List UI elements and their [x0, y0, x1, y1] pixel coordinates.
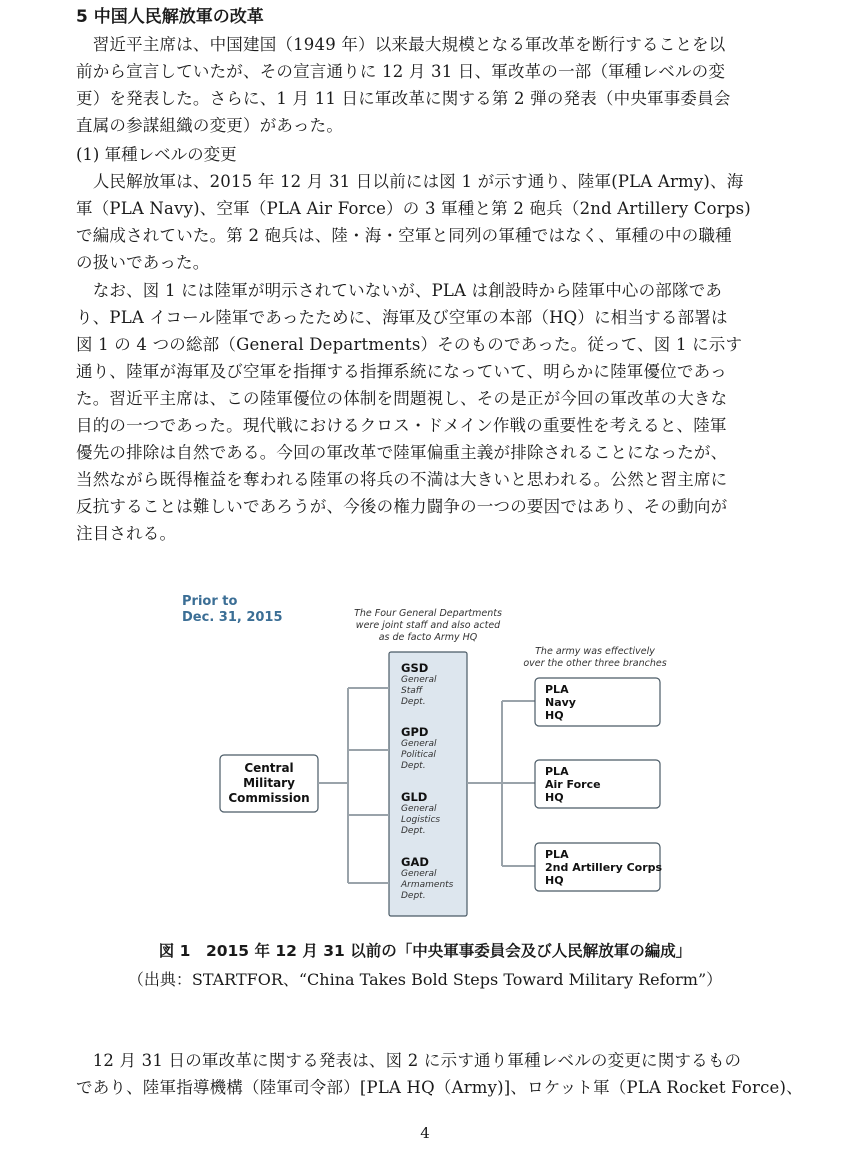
- text-line: で編成されていた。第 2 砲兵は、陸・海・空軍と同列の軍種ではなく、軍種の中の職種: [76, 226, 732, 245]
- annotation-line: were joint staff and also acted: [355, 620, 501, 631]
- prior-label-line: Dec. 31, 2015: [182, 610, 283, 625]
- text-line: 軍（PLA Navy)、空軍（PLA Air Force）の 3 軍種と第 2 砲兵（2nd Artillery Corps): [76, 199, 751, 218]
- text-line: の扱いであった。: [76, 253, 210, 272]
- branch-label-line: HQ: [545, 874, 564, 887]
- department-abbr: GAD: [401, 855, 429, 869]
- text-line: 当然ながら既得権益を奪われる陸軍の将兵の不満は大きいと思われる。公然と習主席に: [76, 470, 728, 489]
- branch-label-line: PLA: [545, 848, 569, 861]
- text-line: 習近平主席は、中国建国（1949 年）以来最大規模となる軍改革を断行することを以: [76, 35, 726, 54]
- text-line: 前から宣言していたが、その宣言通りに 12 月 31 日、軍改革の一部（軍種レベルの変: [76, 62, 726, 81]
- text-line: 更）を発表した。さらに、1 月 11 日に軍改革に関する第 2 弾の発表（中央軍事委員会: [76, 89, 731, 108]
- department-name-line: General: [401, 675, 437, 685]
- figure-caption: 図 1 2015 年 12 月 31 以前の「中央軍事委員会及び人民解放軍の編成」: [158, 942, 692, 960]
- branch-label-line: Air Force: [545, 778, 601, 791]
- branch-label-line: HQ: [545, 791, 564, 804]
- section-title: 5 中国人民解放軍の改革: [76, 7, 264, 27]
- branch-label-line: 2nd Artillery Corps: [545, 861, 663, 874]
- text-line: り、PLA イコール陸軍であったために、海軍及び空軍の本部（HQ）に相当する部署は: [76, 308, 728, 327]
- department-name-line: General: [401, 739, 437, 749]
- department-gsd: [401, 661, 436, 708]
- department-gpd: [401, 725, 436, 772]
- army-annotation: [515, 646, 675, 670]
- annotation-line: The Four General Departments: [354, 608, 502, 619]
- department-name-line: General: [401, 869, 437, 879]
- cmc-label-line: Military: [243, 776, 295, 790]
- branch-navy-label: [545, 683, 576, 722]
- text-line: なお、図 1 には陸軍が明示されていないが、PLA は創設時から陸軍中心の部隊であ: [76, 281, 723, 300]
- prior-date-label: [182, 594, 283, 626]
- figure-source: （出典：STARTFOR、“China Takes Bold Steps Toward Military Reform”）: [127, 970, 723, 989]
- subheading: (1) 軍種レベルの変更: [76, 145, 237, 164]
- text-line: 反抗することは難しいであろうが、今後の権力闘争の一つの要因ではあり、その動向が: [76, 497, 728, 516]
- branch-label-line: PLA: [545, 683, 569, 696]
- cmc-label-line: Central: [244, 761, 294, 775]
- departments-annotation: [335, 608, 521, 644]
- text-line: 直属の参謀組織の変更）があった。: [76, 116, 344, 135]
- text-line: 12 月 31 日の軍改革に関する発表は、図 2 に示す通り軍種レベルの変更に関するもの: [76, 1051, 742, 1070]
- text-line: 通り、陸軍が海軍及び空軍を指揮する指揮系統になっていて、明らかに陸軍優位であっ: [76, 362, 727, 381]
- text-line: 目的の一つであった。現代戦におけるクロス・ドメイン作戦の重要性を考えると、陸軍: [76, 416, 727, 435]
- department-name-line: Armaments: [401, 880, 454, 890]
- page-number: 4: [420, 1124, 430, 1142]
- branch-artillery-label: [545, 848, 662, 887]
- text-line: 図 1 の 4 つの総部（General Departments）そのものであった。従って、図 1 に示す: [76, 335, 743, 354]
- department-name-line: Dept.: [401, 761, 426, 771]
- department-abbr: GSD: [401, 661, 429, 675]
- department-gad: [401, 855, 453, 902]
- department-name-line: Dept.: [401, 891, 426, 901]
- branch-label-line: PLA: [545, 765, 569, 778]
- text-line: 注目される。: [76, 524, 177, 543]
- text-line: た。習近平主席は、この陸軍優位の体制を問題視し、その是正が今回の軍改革の大きな: [76, 389, 728, 408]
- department-name-line: Political: [401, 750, 436, 760]
- department-name-line: Dept.: [401, 697, 426, 707]
- annotation-line: over the other three branches: [523, 658, 667, 669]
- cmc-label: [220, 761, 318, 806]
- branch-air-force-label: [545, 765, 601, 804]
- annotation-line: The army was effectively: [535, 646, 655, 657]
- branch-label-line: Navy: [545, 696, 576, 709]
- department-name-line: Logistics: [401, 815, 441, 825]
- cmc-label-line: Commission: [228, 791, 310, 805]
- branch-label-line: HQ: [545, 709, 564, 722]
- prior-label-line: Prior to: [182, 594, 238, 609]
- department-name-line: General: [401, 804, 437, 814]
- text-line: 優先の排除は自然である。今回の軍改革で陸軍偏重主義が排除されることになったが、: [76, 443, 728, 462]
- department-abbr: GPD: [401, 725, 429, 739]
- department-name-line: Dept.: [401, 826, 426, 836]
- text-line: 人民解放軍は、2015 年 12 月 31 日以前には図 1 が示す通り、陸軍(PLA Army)、海: [76, 172, 744, 191]
- org-chart-figure: [175, 588, 685, 923]
- department-name-line: Staff: [401, 686, 423, 696]
- department-gld: [401, 790, 440, 837]
- text-line: であり、陸軍指導機構（陸軍司令部）[PLA HQ（Army)]、ロケット軍（PLA Rocket Force)、: [76, 1078, 803, 1097]
- annotation-line: as de facto Army HQ: [378, 632, 478, 643]
- department-abbr: GLD: [401, 790, 428, 804]
